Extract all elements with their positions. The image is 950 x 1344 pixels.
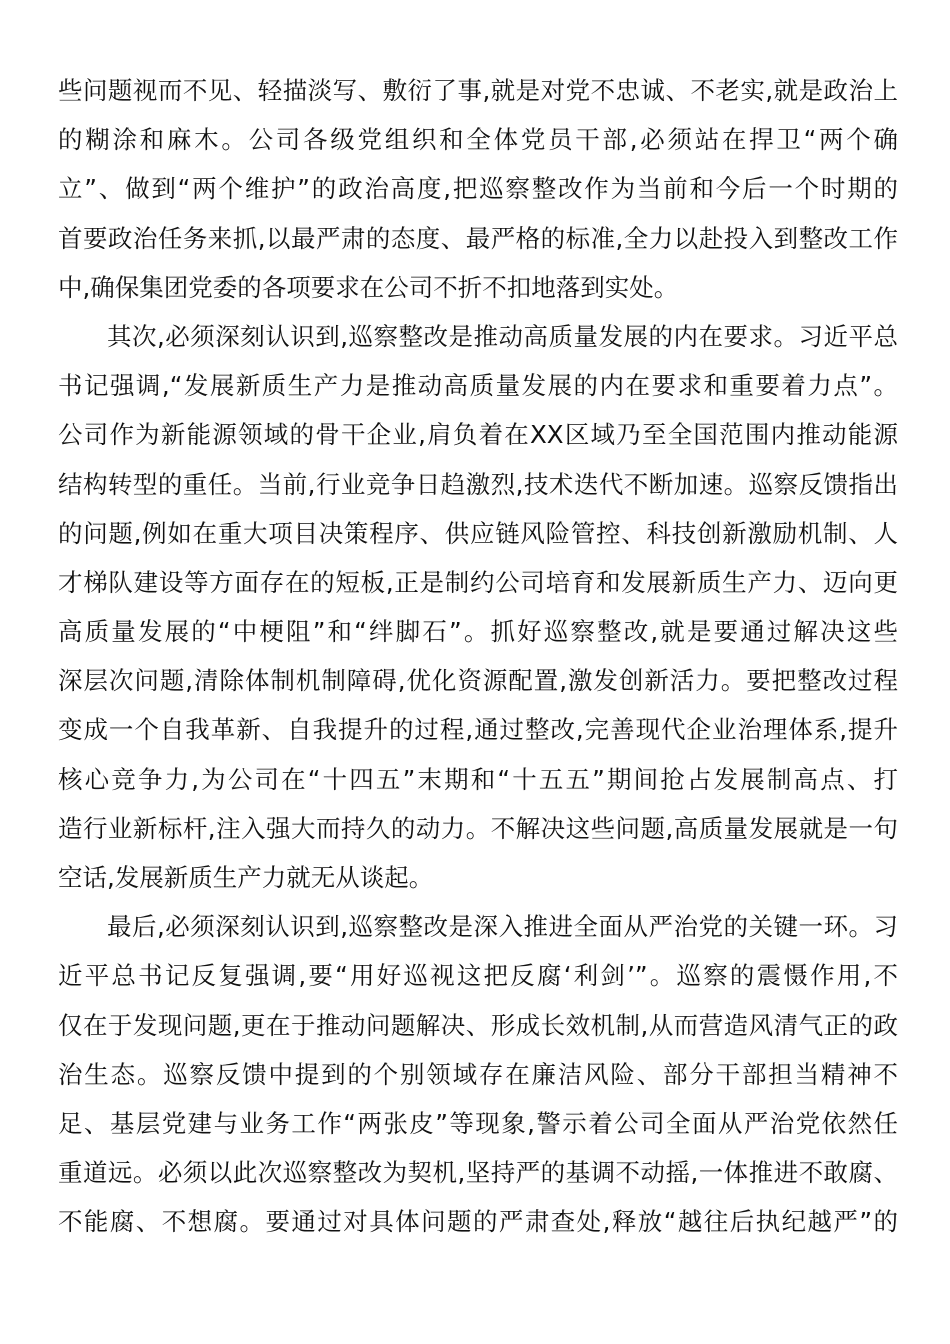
text-line: 治生态。巡察反馈中提到的个别领域存在廉洁风险、部分干部担当精神不	[58, 1059, 898, 1089]
text-line: 仅在于发现问题,更在于推动问题解决、形成长效机制,从而营造风清气正的政	[58, 1010, 898, 1040]
text-line: 高质量发展的“中梗阻”和“绊脚石”。抓好巡察整改,就是要通过解决这些	[58, 617, 898, 647]
text-line: 不能腐、不想腐。要通过对具体问题的严肃查处,释放“越往后执纪越严”的	[58, 1207, 898, 1237]
text-line: 书记强调,“发展新质生产力是推动高质量发展的内在要求和重要着力点”。	[58, 371, 898, 401]
text-line: 深层次问题,清除体制机制障碍,优化资源配置,激发创新活力。要把整改过程	[58, 666, 898, 696]
text-line: 近平总书记反复强调,要“用好巡视这把反腐‘利剑’”。巡察的震慑作用,不	[58, 961, 898, 991]
paragraph-first-line: 最后,必须深刻认识到,巡察整改是深入推进全面从严治党的关键一环。习	[107, 912, 898, 942]
text-line: 空话,发展新质生产力就无从谈起。	[58, 863, 434, 892]
text-line: 足、基层党建与业务工作“两张皮”等现象,警示着公司全面从严治党依然任	[58, 1108, 898, 1138]
text-line: 重道远。必须以此次巡察整改为契机,坚持严的基调不动摇,一体推进不敢腐、	[58, 1158, 898, 1188]
text-line: 公司作为新能源领域的骨干企业,肩负着在XX区域乃至全国范围内推动能源	[58, 420, 898, 450]
text-line: 的糊涂和麻木。公司各级党组织和全体党员干部,必须站在捍卫“两个确	[58, 125, 898, 155]
text-line: 些问题视而不见、轻描淡写、敷衍了事,就是对党不忠诚、不老实,就是政治上	[58, 76, 898, 105]
text-line: 中,确保集团党委的各项要求在公司不折不扣地落到实处。	[58, 272, 679, 302]
text-line: 造行业新标杆,注入强大而持久的动力。不解决这些问题,高质量发展就是一句	[58, 813, 898, 843]
text-line: 才梯队建设等方面存在的短板,正是制约公司培育和发展新质生产力、迈向更	[58, 567, 898, 597]
text-line: 立”、做到“两个维护”的政治高度,把巡察整改作为当前和今后一个时期的	[58, 174, 898, 204]
text-line: 结构转型的重任。当前,行业竞争日趋激烈,技术迭代不断加速。巡察反馈指出	[58, 469, 898, 499]
text-line: 核心竞争力,为公司在“十四五”末期和“十五五”期间抢占发展制高点、打	[58, 764, 898, 794]
text-line: 变成一个自我革新、自我提升的过程,通过整改,完善现代企业治理体系,提升	[58, 715, 898, 745]
paragraph-first-line: 其次,必须深刻认识到,巡察整改是推动高质量发展的内在要求。习近平总	[107, 321, 898, 351]
document-body	[58, 66, 898, 1247]
text-line: 首要政治任务来抓,以最严肃的态度、最严格的标准,全力以赴投入到整改工作	[58, 223, 898, 253]
text-line: 的问题,例如在重大项目决策程序、供应链风险管控、科技创新激励机制、人	[58, 518, 898, 548]
